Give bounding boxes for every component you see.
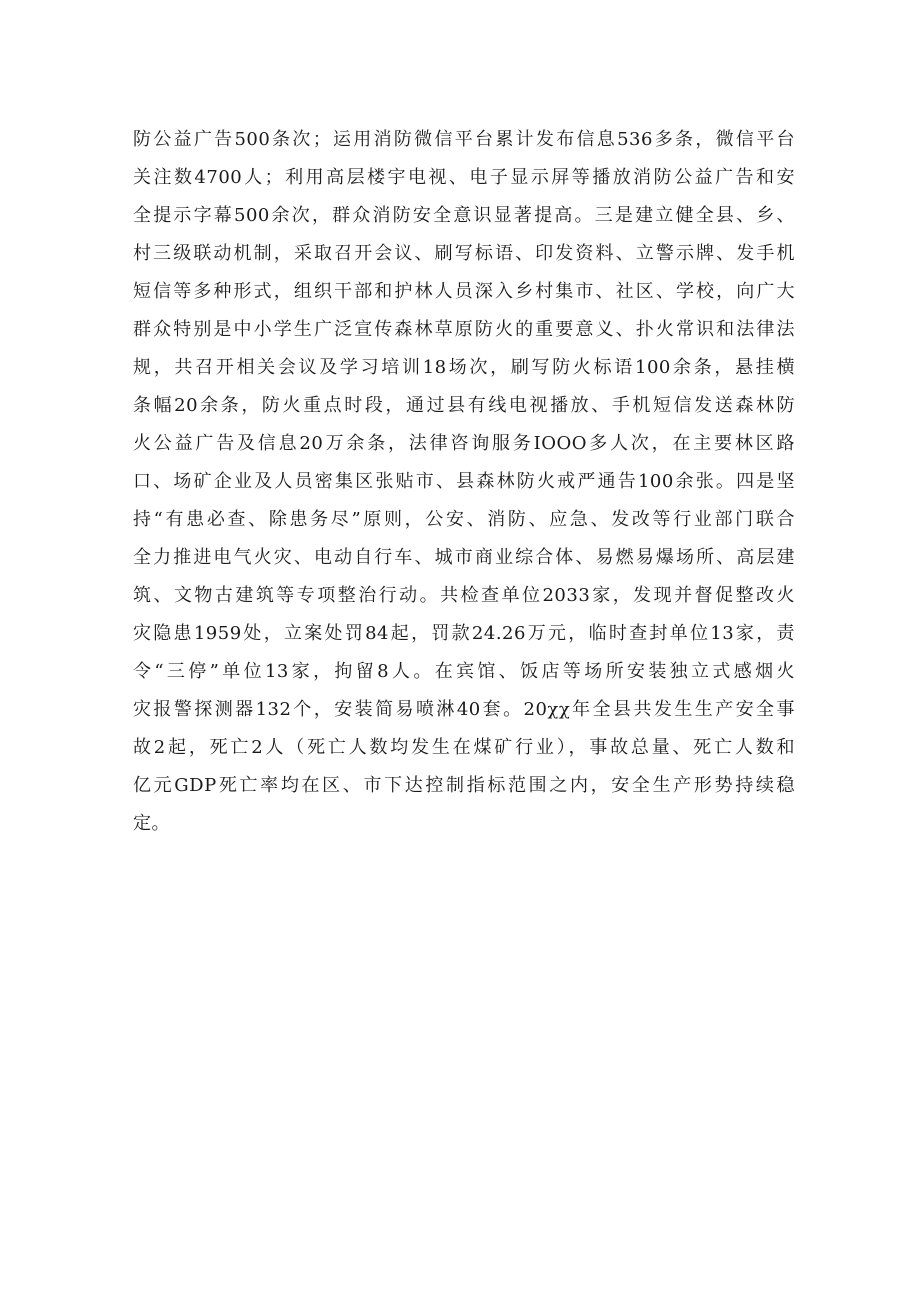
paragraph-line: 防公益广告500条次；运用消防微信平台累计发布信息536多条，微信平台 — [133, 129, 795, 150]
paragraph-line: 火公益广告及信息20万余条，法律咨询服务IOOO多人次，在主要林区路 — [133, 433, 795, 454]
paragraph-line: 全提示字幕500余次，群众消防安全意识显著提高。三是建立健全县、乡、 — [133, 205, 795, 226]
paragraph-line: 村三级联动机制，采取召开会议、刷写标语、印发资料、立警示牌、发手机 — [133, 243, 795, 264]
paragraph-line: 灾报警探测器132个，安装简易喷淋40套。20χχ年全县共发生生产安全事 — [133, 699, 795, 720]
paragraph-line: 令“三停”单位13家，拘留8人。在宾馆、饭店等场所安装独立式感烟火 — [133, 661, 795, 682]
body-paragraph — [133, 121, 795, 843]
paragraph-line: 持“有患必查、除患务尽”原则，公安、消防、应急、发改等行业部门联合 — [133, 509, 795, 530]
paragraph-line: 条幅20余条，防火重点时段，通过县有线电视播放、手机短信发送森林防 — [133, 395, 795, 416]
paragraph-line: 定。 — [133, 813, 170, 834]
paragraph-line: 故2起，死亡2人（死亡人数均发生在煤矿行业），事故总量、死亡人数和 — [133, 737, 795, 758]
paragraph-line: 规，共召开相关会议及学习培训18场次，刷写防火标语100余条，悬挂横 — [133, 357, 795, 378]
paragraph-line: 群众特别是中小学生广泛宣传森林草原防火的重要意义、扑火常识和法律法 — [133, 319, 795, 340]
paragraph-line: 全力推进电气火灾、电动自行车、城市商业综合体、易燃易爆场所、高层建 — [133, 547, 795, 568]
paragraph-line: 关注数4700人；利用高层楼宇电视、电子显示屏等播放消防公益广告和安 — [133, 167, 795, 188]
paragraph-line: 灾隐患1959处，立案处罚84起，罚款24.26万元，临时查封单位13家，责 — [133, 623, 795, 644]
paragraph-line: 口、场矿企业及人员密集区张贴市、县森林防火戒严通告100余张。四是坚 — [133, 471, 795, 492]
paragraph-line: 筑、文物古建筑等专项整治行动。共检查单位2033家，发现并督促整改火 — [133, 585, 795, 606]
paragraph-line: 亿元GDP死亡率均在区、市下达控制指标范围之内，安全生产形势持续稳 — [133, 775, 795, 796]
paragraph-line: 短信等多种形式，组织干部和护林人员深入乡村集市、社区、学校，向广大 — [133, 281, 795, 302]
